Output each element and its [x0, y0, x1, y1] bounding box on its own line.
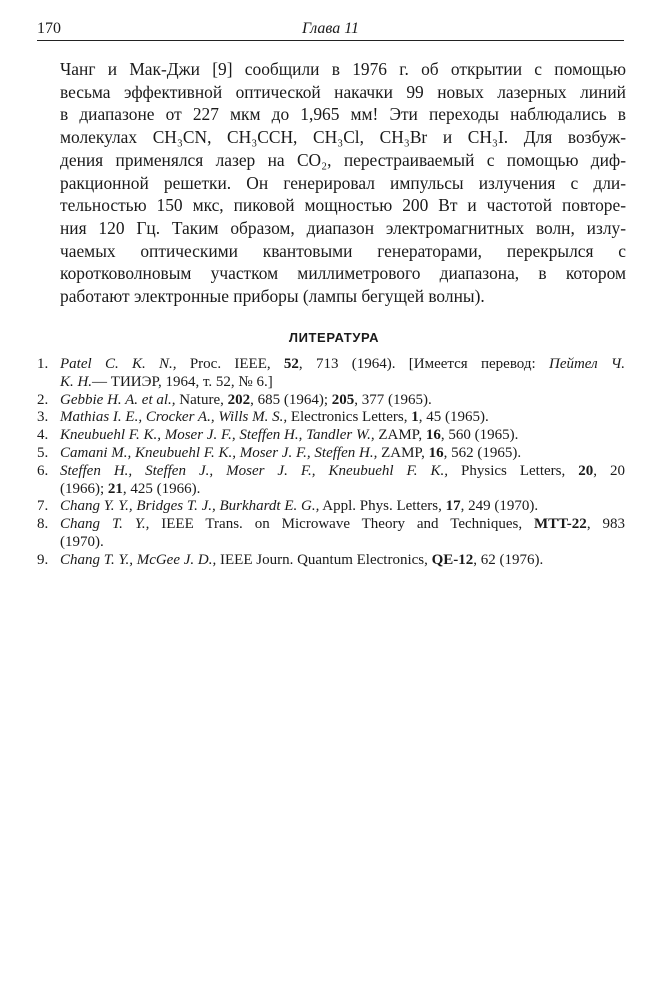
reference-item: [37, 392, 625, 410]
text-line: ния 120 Гц. Таким образом, диапазон электромагнитных волн, излу-: [60, 217, 626, 238]
reference-item: [37, 516, 625, 552]
reference-line: Chang Y. Y., Bridges T. J., Burkhardt E. G., Appl. Phys. Letters, 17, 249 (1970).: [60, 498, 539, 515]
reference-line: (1970).: [60, 533, 104, 550]
reference-line: К. Н.— ТИИЭР, 1964, т. 52, № 6.]: [60, 373, 273, 390]
page-number: 170: [37, 20, 61, 37]
reference-item: [37, 463, 625, 499]
references-heading: ЛИТЕРАТУРА: [288, 330, 380, 345]
text-line: ракционной решетки. Он генерировал импульсы излучения с дли-: [60, 172, 626, 193]
text-line: дения применялся лазер на CO₂, перестраиваемый с помощью диф-: [60, 149, 626, 170]
reference-item: [37, 445, 625, 463]
reference-item: [37, 409, 625, 427]
text-line: в диапазоне от 227 мкм до 1,965 мм! Эти переходы наблюдались в: [60, 104, 626, 125]
page-header: [37, 20, 624, 41]
body-paragraph: [60, 58, 626, 308]
reference-number: 7.: [37, 498, 49, 515]
running-title: Глава 11: [301, 20, 360, 37]
reference-item: [37, 427, 625, 445]
text-line: чаемых оптическими квантовыми генераторами, перекрылся с: [60, 240, 626, 261]
text-line: работают электронные приборы (лампы бегущей волны).: [60, 286, 485, 307]
text-line: весьма эффективной оптической накачки 99 новых лазерных линий: [60, 81, 626, 102]
text-line: тельностью 150 мкс, пиковой мощностью 200 Вт и частотой повторе-: [60, 195, 626, 216]
reference-line: Kneubuehl F. K., Moser J. F., Steffen H., Tandler W., ZAMP, 16, 560 (1965).: [60, 427, 519, 444]
reference-line: Chang T. Y., IEEE Trans. on Microwave Theory and Techniques, MTT-22, 983: [60, 516, 626, 533]
reference-number: 2.: [37, 391, 49, 408]
reference-number: 4.: [37, 427, 49, 444]
reference-number: 3.: [37, 409, 49, 426]
reference-line: Chang T. Y., McGee J. D., IEEE Journ. Quantum Electronics, QE-12, 62 (1976).: [60, 551, 544, 568]
reference-number: 9.: [37, 551, 49, 568]
reference-list: [37, 356, 625, 570]
reference-line: Camani M., Kneubuehl F. K., Moser J. F., Steffen H., ZAMP, 16, 562 (1965).: [60, 444, 522, 461]
reference-line: Mathias I. E., Crocker A., Wills M. S., Electronics Letters, 1, 45 (1965).: [60, 409, 489, 426]
text-line: коротковолновым участком миллиметрового диапазона, в котором: [60, 263, 626, 284]
text-line: молекулах CH₃CN, CH₃CCH, CH₃Cl, CH₃Br и CH₃I. Для возбуж-: [60, 127, 626, 148]
reference-item: [37, 552, 625, 570]
reference-number: 8.: [37, 516, 49, 533]
reference-number: 6.: [37, 462, 49, 479]
reference-line: Patel C. K. N., Proc. IEEE, 52, 713 (1964). [Имеется перевод: Пейтел Ч.: [60, 356, 626, 372]
reference-line: (1966); 21, 425 (1966).: [60, 480, 201, 497]
reference-line: Steffen H., Steffen J., Moser J. F., Kneubuehl F. K., Physics Letters, 20, 20: [60, 462, 626, 479]
reference-item: [37, 498, 625, 516]
reference-number: 1.: [37, 356, 49, 372]
reference-line: Gebbie H. A. et al., Nature, 202, 685 (1964); 205, 377 (1965).: [60, 391, 432, 408]
text-line: Чанг и Мак-Джи [9] сообщили в 1976 г. об открытии с помощью: [60, 59, 626, 79]
reference-number: 5.: [37, 444, 49, 461]
reference-item: [37, 356, 625, 392]
